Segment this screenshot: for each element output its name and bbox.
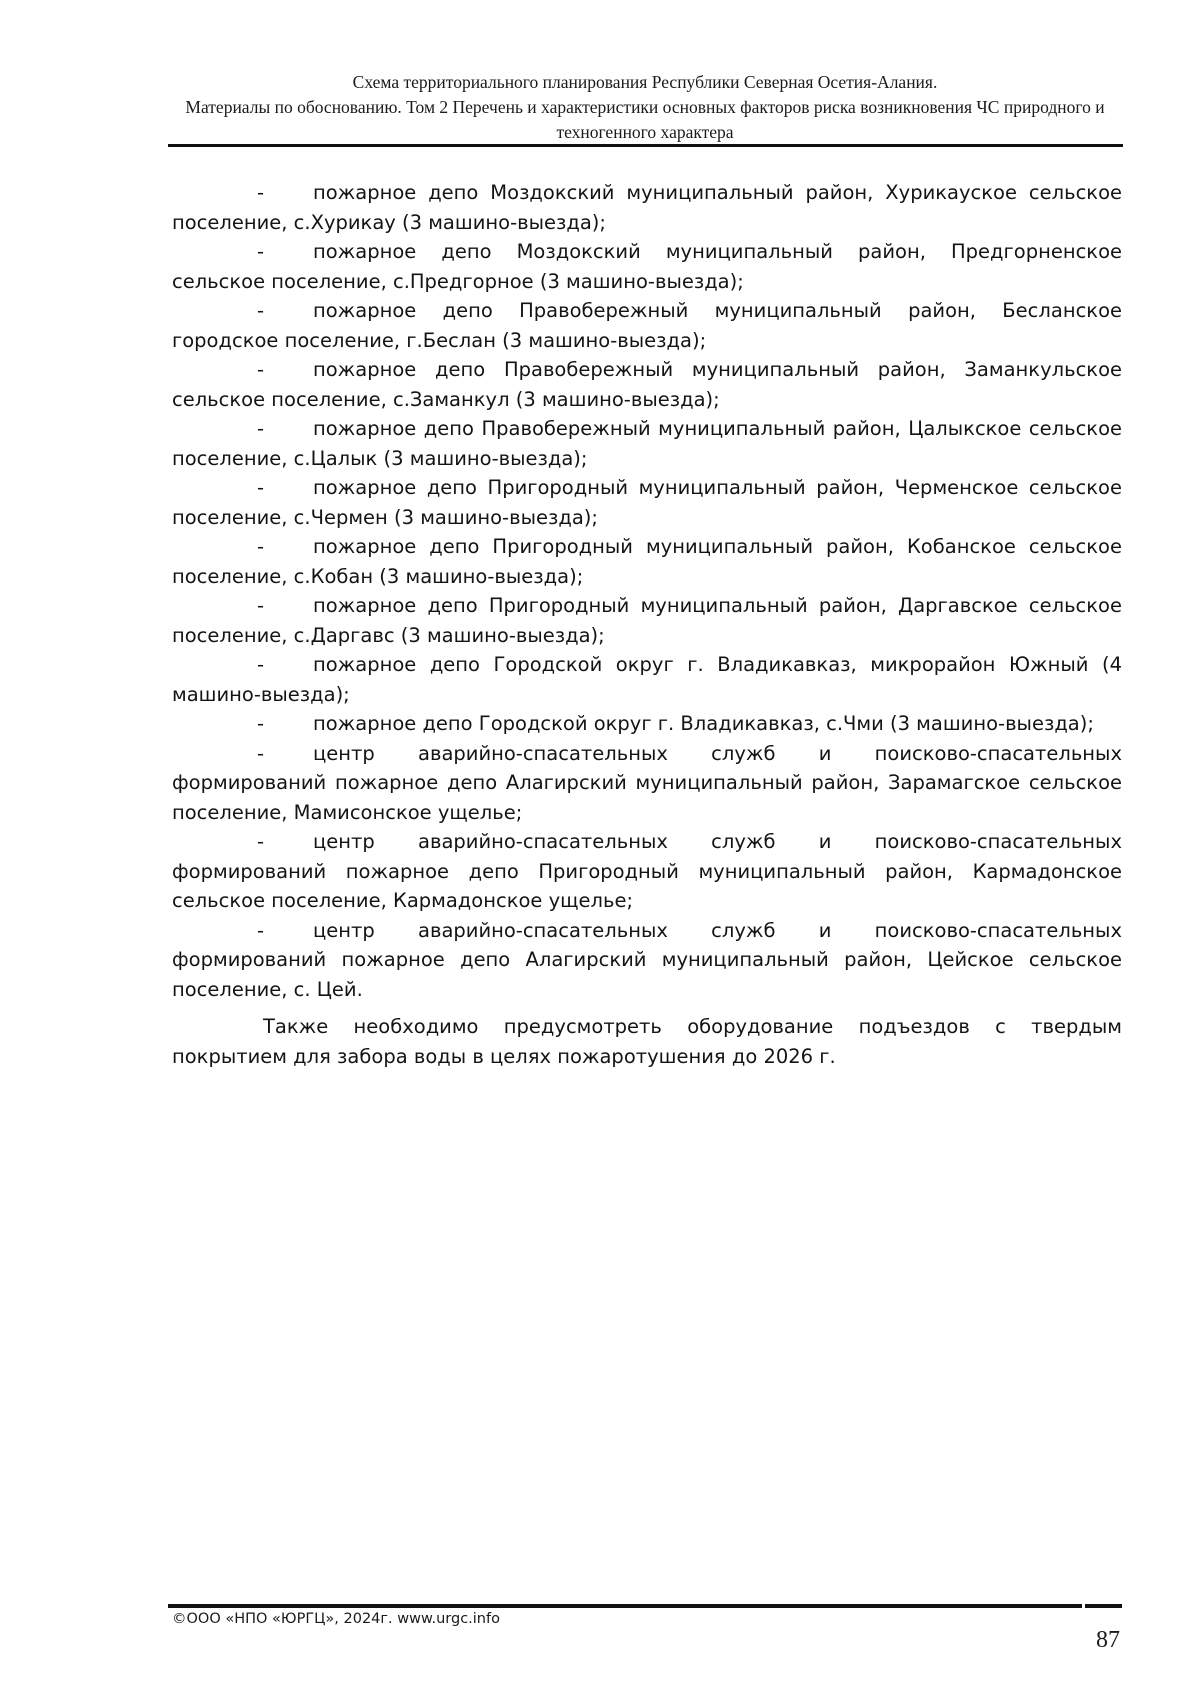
document-body — [172, 178, 1122, 1071]
list-item — [172, 178, 1122, 237]
list-bullet: - — [257, 535, 265, 558]
page-number: 87 — [1096, 1627, 1120, 1653]
list-bullet: - — [257, 653, 265, 676]
list-bullet: - — [257, 594, 265, 617]
list-bullet: - — [257, 918, 265, 942]
list-bullet: - — [257, 712, 265, 735]
list-item — [172, 650, 1122, 709]
list-item — [172, 591, 1122, 650]
fire-depot-list — [172, 178, 1122, 1004]
list-bullet: - — [257, 830, 265, 853]
header-subtitle: Материалы по обоснованию. Том 2 Перечень и характеристики основных факторов риска возникновения ЧС природного и техногенного характера — [185, 97, 1105, 142]
list-item-text: пожарное депо Моздокский муниципальный район, Предгорненское сельское поселение, с.Предгорное (3 машино-выезда); — [172, 240, 1122, 293]
list-item — [172, 414, 1122, 473]
list-item-text: центр аварийно-спасательных служб и поисково-спасательных формирований пожарное депо Алагирский муниципальный район, Зарамагское сельское поселение, Мамисонское ущелье; — [172, 741, 1122, 824]
list-item — [172, 916, 1122, 1005]
list-item — [172, 473, 1122, 532]
list-item — [172, 296, 1122, 355]
footer-divider — [168, 1604, 1122, 1608]
list-item-text: центр аварийно-спасательных служб и поисково-спасательных формирований пожарное депо Алагирский муниципальный район, Цейское сельское поселение, с. Цей. — [172, 918, 1122, 1001]
list-bullet: - — [257, 358, 265, 381]
list-bullet: - — [257, 240, 265, 263]
list-item — [172, 355, 1122, 414]
list-item-text: пожарное депо Городской округ г. Владикавказ, микрорайон Южный (4 машино-выезда); — [172, 653, 1122, 706]
header-divider — [168, 144, 1123, 147]
footer-divider-gap — [1082, 1604, 1085, 1608]
list-item-text: пожарное депо Моздокский муниципальный район, Хурикауское сельское поселение, с.Хурикау (3 машино-выезда); — [172, 181, 1122, 234]
list-item-text: пожарное депо Правобережный муниципальный район, Цалыкское сельское поселение, с.Цалык (3 машино-выезда); — [172, 417, 1122, 470]
closing-paragraph: Также необходимо предусмотреть оборудование подъездов с твердым покрытием для забора воды в целях пожаротушения до 2026 г. — [172, 1015, 1122, 1068]
header-title-line: Схема территориального планирования Республики Северная Осетия-Алания. — [352, 72, 938, 92]
list-bullet: - — [257, 741, 265, 765]
list-item-text: пожарное депо Правобережный муниципальный район, Беcланское городское поселение, г.Беслан (3 машино-выезда); — [172, 299, 1122, 352]
list-item-text: пожарное депо Городской округ г. Владикавказ, с.Чми (3 машино-выезда); — [313, 712, 1094, 735]
list-item — [172, 739, 1122, 828]
footer-copyright: ©ООО «НПО «ЮРГЦ», 2024г. www.urgc.info — [172, 1611, 500, 1627]
list-item — [172, 237, 1122, 296]
list-item — [172, 709, 1122, 739]
list-bullet: - — [257, 417, 265, 440]
list-item — [172, 532, 1122, 591]
list-bullet: - — [257, 299, 265, 322]
list-item-text: пожарное депо Пригородный муниципальный район, Даргавское сельское поселение, с.Даргавс (3 машино-выезда); — [172, 594, 1122, 647]
list-item-text: пожарное депо Пригородный муниципальный район, Кобанское сельское поселение, с.Кобан (3 машино-выезда); — [172, 535, 1122, 588]
list-bullet: - — [257, 181, 265, 204]
list-item — [172, 827, 1122, 916]
list-item-text: пожарное депо Правобережный муниципальный район, Заманкульское сельское поселение, с.Заманкул (3 машино-выезда); — [172, 358, 1122, 411]
page-header — [165, 70, 1125, 145]
list-bullet: - — [257, 476, 265, 499]
list-item-text: центр аварийно-спасательных служб и поисково-спасательных формирований пожарное депо Пригородный муниципальный район, Кармадонское сельское поселение, Кармадонское ущелье; — [172, 830, 1122, 912]
list-item-text: пожарное депо Пригородный муниципальный район, Черменское сельское поселение, с.Чермен (3 машино-выезда); — [172, 476, 1122, 529]
